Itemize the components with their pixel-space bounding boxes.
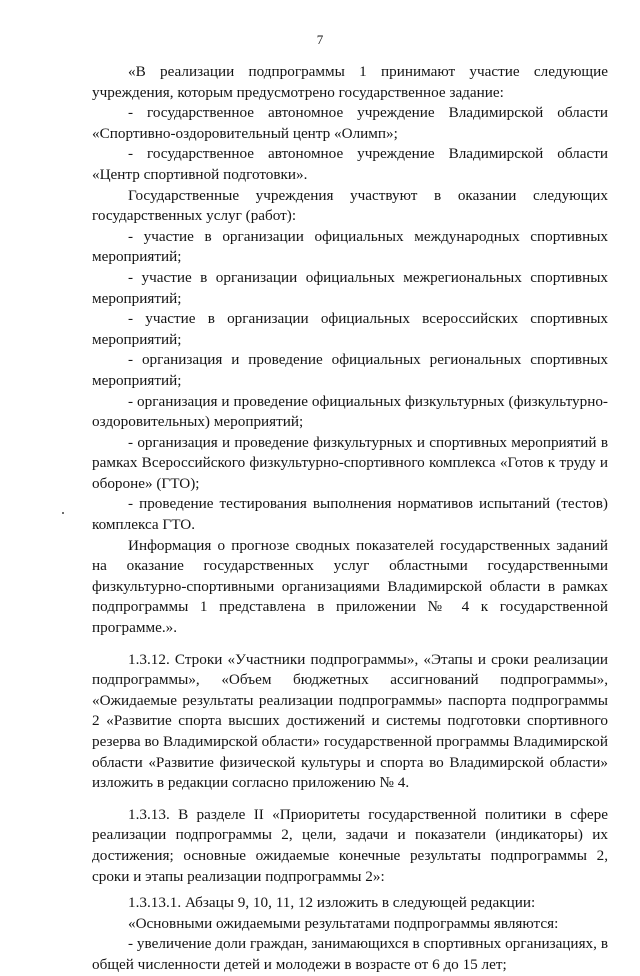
paragraph-subprogram-1-participants: «В реализации подпрограммы 1 принимают участие следующие учреждения, которым предусмотрено государственное задание:: [92, 63, 608, 101]
document-body: [92, 62, 608, 976]
clause-1-3-12: 1.3.12. Строки «Участники подпрограммы», «Этапы и сроки реализации подпрограммы», «Объем бюджетных ассигнований подпрограммы», «Ожидаемые результаты реализации подпрограммы» паспорта подпрограммы 2 «Развитие спорта высших достижений и системы подготовки спортивного резерва во Владимирской области» государственной программы Владимирской области «Развитие физической культуры и спорта во Владимирской области» изложить в редакции согласно приложению № 4.: [92, 650, 608, 792]
list-item-interregional-events: - участие в организации официальных межрегиональных спортивных мероприятий;: [92, 268, 608, 307]
clause-1-3-13: 1.3.13. В разделе II «Приоритеты государственной политики в сфере реализации подпрограммы 2, цели, задачи и показатели (индикаторы) их достижения; основные ожидаемые конечные результаты подпрограммы 2, сроки и этапы реализации подпрограммы 2»:: [92, 805, 608, 885]
paragraph-forecast-info: Информация о прогнозе сводных показателей государственных заданий на оказание государственных услуг областными государственными физкультурно-спортивными организациями Владимирской области в рамках подпрограммы 1 представлена в приложении № 4 к государственной программе.».: [92, 536, 608, 637]
list-item-international-events: - участие в организации официальных международных спортивных мероприятий;: [92, 227, 608, 266]
list-item-all-russian-events: - участие в организации официальных всероссийских спортивных мероприятий;: [92, 310, 608, 348]
list-item-gto-testing: - проведение тестирования выполнения нормативов испытаний (тестов) комплекса ГТО.: [92, 495, 608, 534]
margin-speck: [62, 512, 64, 514]
list-item-share-of-citizens: - увеличение доли граждан, занимающихся в спортивных организациях, в общей численности детей и молодежи в возрасте от 6 до 15 лет;: [92, 935, 608, 973]
page-number: 7: [316, 32, 324, 47]
paragraph-state-services-intro: Государственные учреждения участвуют в оказании следующих государственных услуг (работ):: [92, 186, 608, 225]
list-item-regional-events: - организация и проведение официальных региональных спортивных мероприятий;: [92, 351, 608, 389]
list-item-gto-events: - организация и проведение физкультурных и спортивных мероприятий в рамках Всероссийского физкультурно-спортивного комплекса «Готов к труду и обороне» (ГТО);: [92, 433, 608, 492]
paragraph-institution-training-center: - государственное автономное учреждение Владимирской области «Центр спортивной подготовки».: [92, 145, 608, 183]
clause-1-3-13-1: 1.3.13.1. Абзацы 9, 10, 11, 12 изложить в следующей редакции:: [128, 894, 536, 912]
paragraph-institution-olimp: - государственное автономное учреждение Владимирской области «Спортивно-оздоровительный центр «Олимп»;: [92, 104, 608, 142]
list-item-physical-culture-events: - организация и проведение официальных физкультурных (физкультурно-оздоровительных) мероприятий;: [92, 392, 608, 431]
paragraph-expected-results-intro: «Основными ожидаемыми результатами подпрограммы являются:: [128, 914, 559, 932]
